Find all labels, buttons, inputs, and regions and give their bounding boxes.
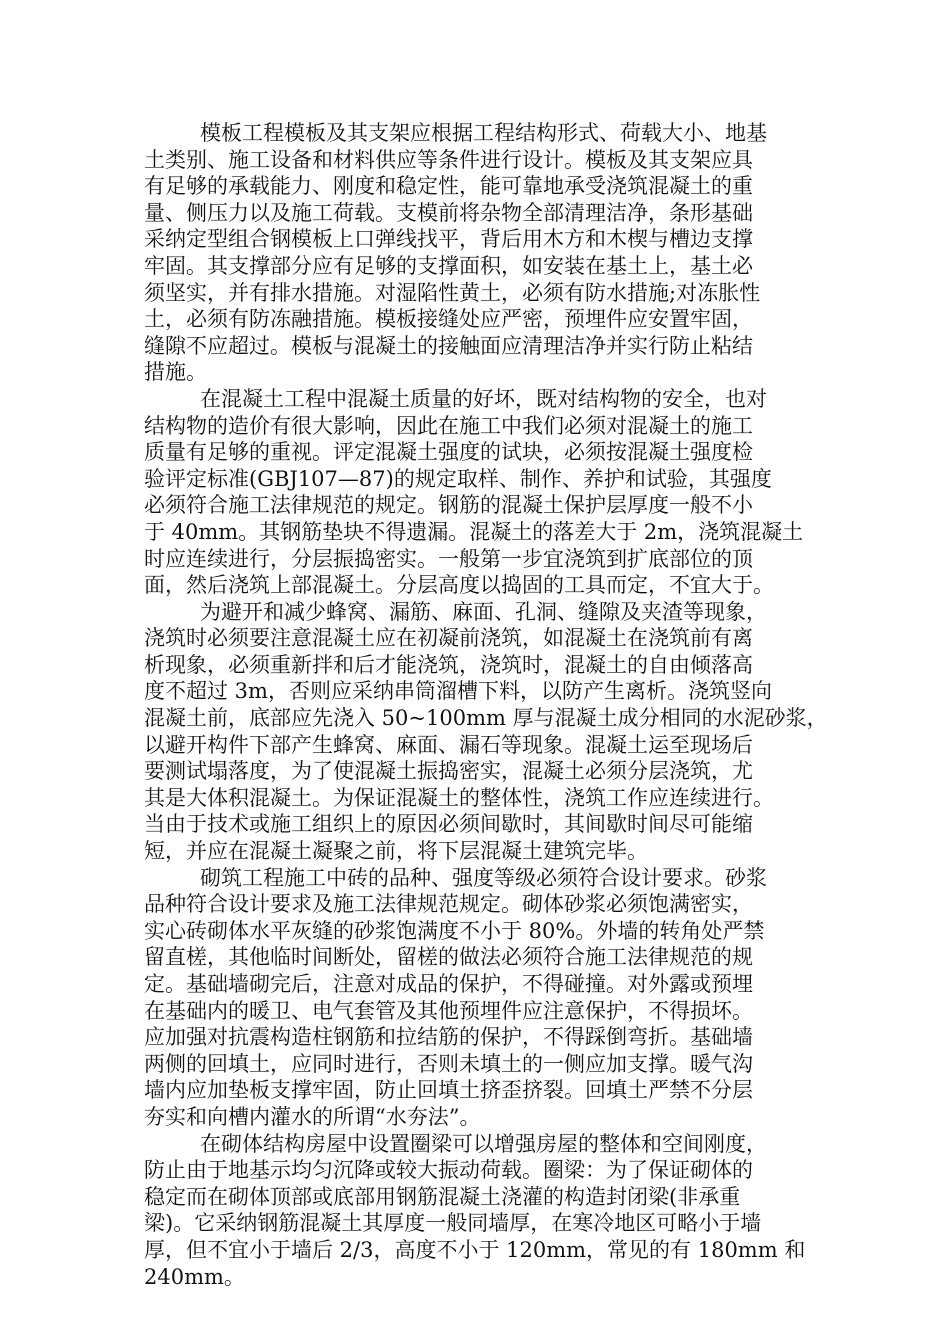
paragraph-masonry xyxy=(144,865,832,1131)
text-line: 缝隙不应超过。模板与混凝土的接触面应清理洁净并实行防止粘结 xyxy=(144,333,753,358)
text-line: 以避开构件下部产生蜂窝、麻面、漏石等现象。混凝土运至现场后 xyxy=(144,732,753,757)
text-line: 质量有足够的重视。评定混凝土强度的试块，必须按混凝土强度检 xyxy=(144,440,753,465)
text-line: 短，并应在混凝土凝聚之前，将下层混凝土建筑完毕。 xyxy=(144,839,648,864)
text-line: 品种符合设计要求及施工法律规范规定。砌体砂浆必须饱满密实， xyxy=(144,892,753,917)
text-line: 砌筑工程施工中砖的品种、强度等级必须符合设计要求。砂浆 xyxy=(200,865,767,890)
paragraph-formwork xyxy=(144,120,832,386)
paragraph-concrete-pouring xyxy=(144,599,832,865)
text-line: 措施。 xyxy=(144,360,207,385)
text-line: 土类别、施工设备和材料供应等条件进行设计。模板及其支架应具 xyxy=(144,147,753,172)
text-line: 在基础内的暖卫、电气套管及其他预埋件应注意保护，不得损坏。 xyxy=(144,998,753,1023)
text-line: 混凝土前，底部应先浇入 50~100mm 厚与混凝土成分相同的水泥砂浆， xyxy=(144,706,828,731)
text-line: 两侧的回填土，应同时进行，否则未填土的一侧应加支撑。暖气沟 xyxy=(144,1051,753,1076)
text-line: 须坚实，并有排水措施。对湿陷性黄土，必须有防水措施;对冻胀性 xyxy=(144,280,761,305)
text-line: 析现象，必须重新拌和后才能浇筑，浇筑时，混凝土的自由倾落高 xyxy=(144,652,753,677)
text-line: 土，必须有防冻融措施。模板接缝处应严密，预埋件应安置牢固， xyxy=(144,307,753,332)
paragraph-concrete-quality xyxy=(144,386,832,599)
text-line: 240mm。 xyxy=(144,1264,245,1289)
text-line: 墙内应加垫板支撑牢固，防止回填土挤歪挤裂。回填土严禁不分层 xyxy=(144,1078,753,1103)
text-line: 在混凝土工程中混凝土质量的好坏，既对结构物的安全，也对 xyxy=(200,386,767,411)
text-line: 牢固。其支撑部分应有足够的支撑面积，如安装在基土上，基土必 xyxy=(144,253,753,278)
text-line: 实心砖砌体水平灰缝的砂浆饱满度不小于 80%。外墙的转角处严禁 xyxy=(144,918,765,943)
text-line: 浇筑时必须要注意混凝土应在初凝前浇筑，如混凝土在浇筑前有离 xyxy=(144,626,753,651)
text-line: 验评定标准(GBJ107—87)的规定取样、制作、养护和试验，其强度 xyxy=(144,466,772,491)
paragraph-ring-beam xyxy=(144,1131,832,1291)
text-line: 采纳定型组合钢模板上口弹线找平，背后用木方和木楔与槽边支撑 xyxy=(144,227,753,252)
text-line: 结构物的造价有很大影响，因此在施工中我们必须对混凝土的施工 xyxy=(144,413,753,438)
text-line: 要测试塌落度，为了使混凝土振捣密实，混凝土必须分层浇筑，尤 xyxy=(144,759,753,784)
text-line: 梁)。它采纳钢筋混凝土其厚度一般同墙厚，在寒冷地区可略小于墙 xyxy=(144,1211,762,1236)
text-line: 防止由于地基示均匀沉降或较大振动荷载。圈梁：为了保证砌体的 xyxy=(144,1158,753,1183)
text-line: 为避开和减少蜂窝、漏筋、麻面、孔洞、缝隙及夹渣等现象， xyxy=(200,599,767,624)
text-line: 夯实和向槽内灌水的所谓“水夯法”。 xyxy=(144,1104,481,1129)
text-line: 应加强对抗震构造柱钢筋和拉结筋的保护，不得踩倒弯折。基础墙 xyxy=(144,1025,753,1050)
text-line: 于 40mm。其钢筋垫块不得遗漏。混凝土的落差大于 2m，浇筑混凝土 xyxy=(144,519,804,544)
text-line: 其是大体积混凝土。为保证混凝土的整体性，浇筑工作应连续进行。 xyxy=(144,785,774,810)
text-line: 面，然后浇筑上部混凝土。分层高度以捣固的工具而定，不宜大于。 xyxy=(144,573,774,598)
text-line: 在砌体结构房屋中设置圈梁可以增强房屋的整体和空间刚度， xyxy=(200,1131,767,1156)
text-line: 度不超过 3m，否则应采纳串筒溜槽下料，以防产生离析。浇筑竖向 xyxy=(144,679,772,704)
document-body xyxy=(144,120,832,1290)
text-line: 量、侧压力以及施工荷载。支模前将杂物全部清理洁净，条形基础 xyxy=(144,200,753,225)
text-line: 稳定而在砌体顶部或底部用钢筋混凝土浇灌的构造封闭梁(非承重 xyxy=(144,1184,741,1209)
text-line: 当由于技术或施工组织上的原因必须间歇时，其间歇时间尽可能缩 xyxy=(144,812,753,837)
text-line: 模板工程模板及其支架应根据工程结构形式、荷载大小、地基 xyxy=(200,121,767,145)
text-line: 厚，但不宜小于墙后 2/3，高度不小于 120mm，常见的有 180mm 和 xyxy=(144,1237,806,1262)
text-line: 定。基础墙砌完后，注意对成品的保护，不得碰撞。对外露或预埋 xyxy=(144,972,753,996)
text-line: 留直槎，其他临时间断处，留槎的做法必须符合施工法律规范的规 xyxy=(144,945,753,970)
text-line: 必须符合施工法律规范的规定。钢筋的混凝土保护层厚度一般不小 xyxy=(144,493,753,518)
text-line: 时应连续进行，分层振捣密实。一般第一步宜浇筑到扩底部位的顶 xyxy=(144,546,753,571)
text-line: 有足够的承载能力、刚度和稳定性，能可靠地承受浇筑混凝土的重 xyxy=(144,174,753,199)
